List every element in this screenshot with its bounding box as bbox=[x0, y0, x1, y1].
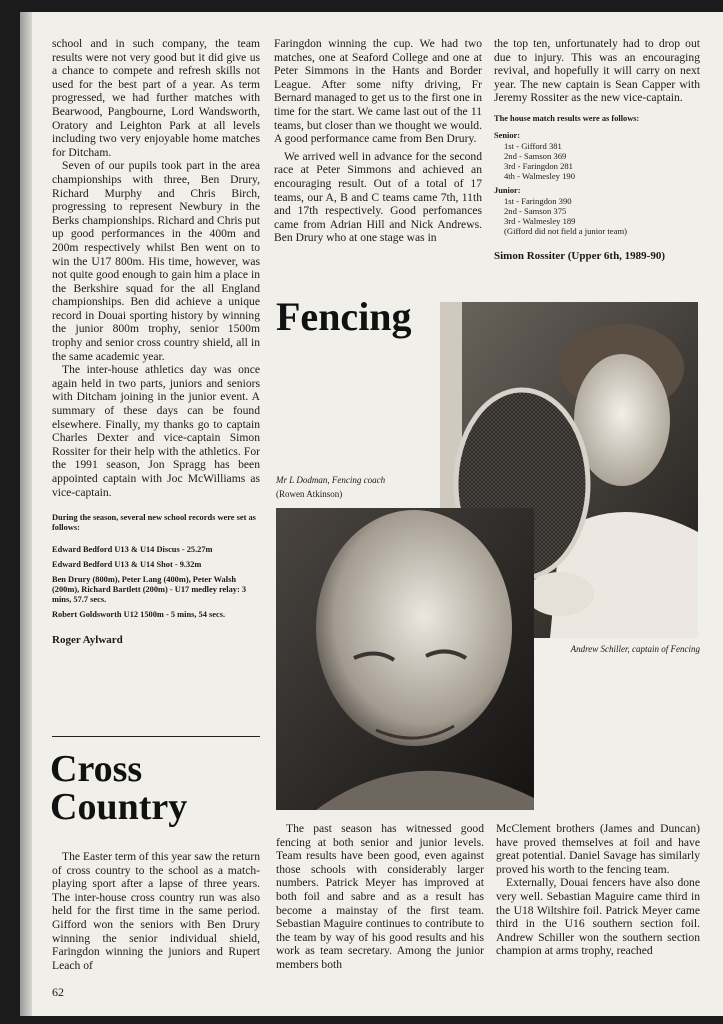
junior-label: Junior: bbox=[494, 185, 521, 195]
cross-country-paragraph: the top ten, unfortunately had to drop out due to injury. This was an encouraging revival, and hopefully it will carry on next year. The new captain is Sean Capper with Jeremy Rossiter as the new vice-captain. bbox=[494, 37, 700, 105]
page-number: 62 bbox=[52, 985, 64, 999]
senior-label: Senior: bbox=[494, 130, 521, 140]
fencing-paragraph: The past season has witnessed good fencing at both senior and junior levels. Team results have been good, even against those schools with considerably larger numbers. Patrick Meyer has improved at both foil and sabre and as a result has become a mainstay of the first team. Sebastian Maguire continues to contribute to the team by way of his good results and his work as team secretary. Among the junior members both bbox=[276, 822, 484, 971]
junior-result: 2nd - Samson 375 bbox=[504, 205, 567, 216]
cross-country-author: Simon Rossiter (Upper 6th, 1989-90) bbox=[494, 249, 666, 262]
senior-result: 3rd - Faringdon 281 bbox=[504, 160, 573, 171]
cross-country-title-line: Country bbox=[50, 786, 188, 828]
record-item: Robert Goldsworth U12 1500m - 5 mins, 54 secs. bbox=[52, 610, 226, 620]
athletics-paragraph: Seven of our pupils took part in the area championships with three, Ben Drury, Richard Murphy and Chris Birch, progressing to represent Newbury in the Berks championships. Richard and Chris put up good performances in the 400m and 200m respectively whilst Ben went on to win the U17 800m. His time, however, was not quite good enough to gain him a place in the Berkshire squad for the all England championships. Ben did achieve a unique record in Douai sporting history by winning the junior 800m trophy, senior 1500m trophy and senior cross country shield, all in the same academic year. bbox=[52, 159, 260, 363]
record-item: Ben Drury (800m), Peter Lang (400m), Peter Walsh (200m), Richard Bartlett (200m) - U17 medley relay: 3 mins, 57.7 secs. bbox=[52, 575, 247, 605]
fencing-paragraph: McClement brothers (James and Duncan) have proved themselves at foil and have great potential. Daniel Savage has similarly proved his worth to the fencing team. bbox=[496, 822, 700, 876]
athletics-column bbox=[52, 37, 260, 648]
junior-result: (Gifford did not field a junior team) bbox=[504, 225, 627, 236]
senior-result: 1st - Gifford 381 bbox=[504, 140, 562, 151]
coach-caption: Mr L Dodman, Fencing coach bbox=[276, 475, 386, 485]
magazine-page bbox=[20, 12, 723, 1016]
coach-photo bbox=[276, 508, 534, 810]
fencing-paragraph: Externally, Douai fencers have also done very well. Sebastian Maguire came third in the U18 Wiltshire foil. Patrick Meyer came third in the U16 southern section foil. Andrew Schiller won the southern section champion at arms trophy, reached bbox=[496, 876, 700, 958]
cross-country-title bbox=[50, 750, 187, 826]
fencing-column-2 bbox=[496, 822, 700, 958]
junior-result: 3rd - Walmesley 189 bbox=[504, 215, 576, 226]
athletics-paragraph: The inter-house athletics day was once again held in two parts, juniors and seniors with Ditcham joining in the junior event. A summary of these days can be found elsewhere. Finally, my thanks go to captain Charles Dexter and vice-captain Simon Rossiter for their help with the athletics. For the 1991 season, Jon Spragg has been appointed captain with Joc McWilliams as vice-captain. bbox=[52, 363, 260, 499]
coach-photo-credit: (Rowen Atkinson) bbox=[276, 489, 343, 499]
fencing-title: Fencing bbox=[276, 294, 412, 339]
senior-result: 4th - Walmesley 190 bbox=[504, 170, 575, 181]
record-item: Edward Bedford U13 & U14 Discus - 25.27m bbox=[52, 545, 213, 555]
cross-country-column-3 bbox=[494, 37, 700, 264]
cross-country-paragraph: We arrived well in advance for the second race at Peter Simmons and achieved an encouraging result. Out of a total of 17 teams, our A, B and C teams came 7th, 11th and 17th respectively. Good perfomances came from Adrian Hill and Nick Andrews. Ben Drury who at one stage was in bbox=[274, 149, 482, 245]
athletics-paragraph: school and in such company, the team results were not very good but it did give us a chance to compete and refresh skills not used for the best part of a year. As term progressed, we had further matches with Bearwood, Pangbourne, Lord Wandsworth, Oratory and Leighton Park at all levels including two very enjoyable home matches for Ditcham. bbox=[52, 37, 260, 159]
section-divider bbox=[52, 736, 260, 737]
record-item: Edward Bedford U13 & U14 Shot - 9.32m bbox=[52, 560, 202, 570]
cross-country-column-2 bbox=[274, 37, 482, 245]
fencing-column-1 bbox=[276, 822, 484, 972]
cross-country-paragraph: Faringdon winning the cup. We had two matches, one at Seaford College and one at Peter Simmons in the Hants and Border League. After some nifty driving, Fr Bernard managed to get us to the first one in time for the start. We came last out of the 11 teams, but closer than we thought we would. A good performance came from Ben Drury. bbox=[274, 37, 482, 146]
records-intro: During the season, several new school records were set as follows: bbox=[52, 513, 256, 533]
page-spine bbox=[20, 12, 32, 1016]
house-results-intro: The house match results were as follows: bbox=[494, 113, 640, 123]
cross-country-intro-column bbox=[52, 850, 260, 972]
captain-caption: Andrew Schiller, captain of Fencing bbox=[570, 644, 700, 654]
athletics-author: Roger Aylward bbox=[52, 634, 123, 647]
junior-result: 1st - Faringdon 390 bbox=[504, 195, 572, 206]
cross-country-paragraph: The Easter term of this year saw the return of cross country to the school as a match-playing sport after a lapse of three years. The inter-house cross country run was also held for the first time in the same period. Gifford won the seniors with Ben Drury winning the senior individual shield, Faringdon winning the juniors and Rupert Leach of bbox=[52, 850, 260, 972]
cross-country-title-line: Cross bbox=[50, 748, 143, 790]
senior-result: 2nd - Samson 369 bbox=[504, 150, 567, 161]
coach-photo-image bbox=[276, 508, 534, 810]
